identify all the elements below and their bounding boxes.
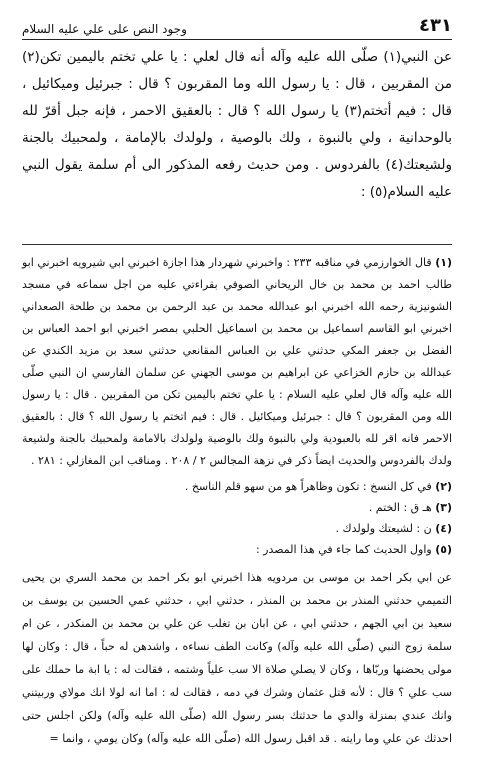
footnote-number: (٣)	[435, 501, 452, 514]
footnote-5	[22, 539, 452, 560]
footnote-text: هـ ق : الختم .	[368, 501, 432, 514]
footnote-1	[22, 252, 452, 472]
footnote-text: واول الحديث كما جاء في هذا المصدر :	[255, 543, 432, 556]
page-number: ٤٣١	[419, 15, 452, 36]
footnote-number: (٤)	[435, 522, 452, 535]
quoted-hadith: عن ابي بكر احمد بن موسى بن مردويه هذا اخبرني ابو بكر احمد بن محمد السري بن يحيى التميمي حدثني المنذر بن محمد بن المنذر ، حدثني ابي ، حدثني عمي الحسين بن يوسف بن سعيد بن ابي الجهم ، حدثني ابي ، عن ابان بن تغلب عن علي بن محمد بن المنكدر ، عن ام سلمة زوج النبي (صلّى الله عليه وآله) وكانت الطف نساءه ، واشدهن له حباً ، قال : وكان لها مولى يحضنها وربّاها ، وكان لا يصلي صلاة الا سب علياً وشتمه ، فقالت له : يا ابة ما حملك على سب علي ؟ قال : لأنه قتل عثمان وشرك في دمه ، فقالت له : اما انه لولا انك مولاي وربيتني وانك عندي بمنزلة والدي ما حدثتك بسر رسول الله (صلّى الله عليه وآله) ولكن اجلس حتى احدثك عن علي وما رايته . قد اقبل رسول الله (صلّى الله عليه وآله) وكان يومي ، وانما =	[22, 571, 452, 745]
footnote-text: ن : لشيعتك ولولدك .	[335, 522, 432, 535]
footnote-4	[22, 518, 452, 539]
footnote-separator	[22, 244, 452, 245]
page-header	[22, 14, 452, 40]
footnotes	[22, 252, 452, 761]
footnote-text: في كل النسخ : تكون وظاهراً هو من سهو قلم الناسخ .	[184, 480, 432, 493]
footnote-text: قال الخوارزمي في مناقبه ٢٣٣ : واخبرني شهردار هذا اجازة اخبرني ابي شيرويه اخبرني ابو طالب احمد بن محمد بن خال الريحاني الصوفي بقراءتي عليه من اجل سماعه في مسجد الشونيزية رحمه الله اخبرني ابو عبدالله محمد بن عبد الرحمن بن محمد بن طلحة الصعداني اخبرني ابو القاسم اسماعيل بن محمد بن اسماعيل الحلبي بمصر اخبرني ابو احمد العباس بن الفضل بن جعفر المكي حدثني علي بن العباس المقانعي حدثني سعد بن مزيد الكندي عن عبدالله بن حازم الخزاعي عن ابراهيم بن موسى الجهني عن سلمان الفارسي ان النبي صلّى الله عليه وآله قال لعلي عليه السلام : يا علي تختم باليمين تكن من المقربين . قال : يا رسول الله ومن المقربون ؟ قال : جبرئيل وميكائيل . قال : فيم اتختم يا رسول الله ؟ قال : بالعقيق الاحمر فانه اقر لله بالعبودية ولي بالنبوة ولك بالوصية ولولدك بالامامة ولمحبيك بالجنة ولشيعة ولدك بالفردوس والحديث ايضاً ذكر في نزهة المجالس ٢ / ٢٠٨ . ومناقب ابن المغازلي : ٢٨١ .	[22, 256, 452, 467]
main-paragraph: عن النبي(١) صلّى الله عليه وآله أنه قال لعلي : يا علي تختم باليمين تكن(٢) من المقربين ، قال : يا رسول الله وما المقربون ؟ قال : جبرئيل وميكائيل ، قال : فيم أتختم(٣) يا رسول الله ؟ قال : بالعقيق الاحمر ، فإنه جبل أقرّ لله بالوحدانية ، ولي بالنبوة ، ولك بالوصية ، ولولدك بالإمامة ، ولمحبيك بالجنة ولشيعتك(٤) بالفردوس . ومن حديث رفعه المذكور الى أم سلمة يقول النبي عليه السلام(٥) :	[22, 49, 452, 200]
short-footnotes	[22, 476, 452, 560]
footnote-3	[22, 497, 452, 518]
footnote-number: (١)	[435, 256, 452, 269]
running-title: وجود النص على علي عليه السلام	[22, 22, 187, 36]
main-text-block	[22, 44, 452, 206]
footnote-number: (٥)	[435, 543, 452, 556]
footnote-number: (٢)	[435, 480, 452, 493]
footnote-2	[22, 476, 452, 497]
